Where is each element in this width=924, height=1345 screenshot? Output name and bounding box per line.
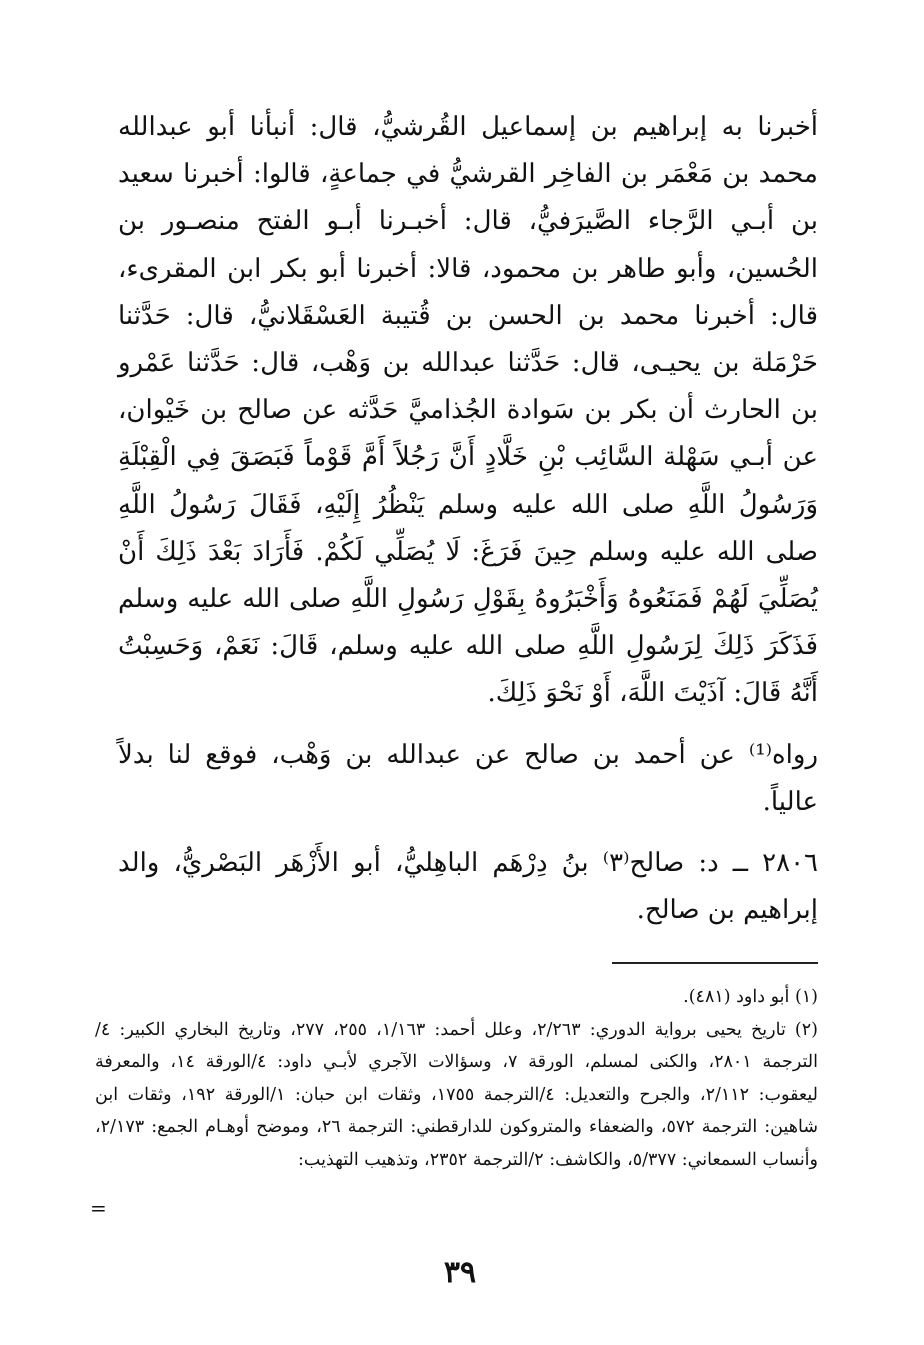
narration-note-paragraph: رواه⁽¹⁾ عن أحمد بن صالح عن عبدالله بن وَهْب، فوقع لنا بدلاً عالياً.	[118, 739, 818, 817]
footnote-2: (٢) تاريخ يحيى برواية الدوري: ٢/٢٦٣، وعلل أحمد: ١/١٦٣، ٢٥٥، ٢٧٧، وتاريخ البخاري الكبير: ٤/الترجمة ٢٨٠١، والكنى لمسلم، الورقة ٧، وسؤالات الآجري لأبـي داود: ٤/الورقة ١٤، والمعرفة ليعقوب: ٢/١١٢، والجرح والتعديل: ٤/الترجمة ١٧٥٥، وثقات ابن حبان: ١/الورقة ١٩٢، وثقات ابن شاهين: الترجمة ٥٧٢، والضعفاء والمتروكون للدارقطني: الترجمة ٢٦، وموضح أوهـام الجمع: ٢/١٧٣، وأنساب السمعاني: ٥/٣٧٧، والكاشف: ٢/الترجمة ٢٣٥٢، وتذهيب التهذيب:	[95, 1019, 819, 1170]
hadith-paragraph: أخبرنا به إبراهيم بن إسماعيل القُرشيُّ، قال: أنبأنا أبو عبدالله محمد بن مَعْمَر بن الفاخِر القرشيُّ في جماعةٍ، قالوا: أخبرنا سعيد بن أبـي الرَّجاء الصَّيرَفيُّ، قال: أخبـرنا أبـو الفتح منصـور بن الحُسين، وأبو طاهر بن محمود، قالا: أخبرنا أبو بكر ابن المقرىء، قال: أخبرنا محمد بن الحسن بن قُتيبة العَسْقَلانيُّ، قال: حَدَّثنا حَرْمَلة بن يحيـى، قال: حَدَّثنا عبدالله بن وَهْب، قال: حَدَّثنا عَمْرو بن الحارث أن بكر بن سَوادة الجُذاميَّ حَدَّثه عن صالح بن خَيْوان، عن أبـي سَهْلة السَّائِب بْنِ خَلَّادٍ أَنَّ رَجُلاً أَمَّ قَوْماً فَبَصَقَ فِي الْقِبْلَةِ وَرَسُولُ اللَّهِ صلى الله عليه وسلم يَنْظُرُ إِلَيْهِ، فَقَالَ رَسُولُ اللَّهِ صلى الله عليه وسلم حِينَ فَرَغَ: لَا يُصَلِّي لَكُمْ. فَأَرَادَ بَعْدَ ذَلِكَ أَنْ يُصَلِّيَ لَهُمْ فَمَنَعُوهُ وَأَخْبَرُوهُ بِقَوْلِ رَسُولِ اللَّهِ صلى الله عليه وسلم فَذَكَرَ ذَلِكَ لِرَسُولِ اللَّهِ صلى الله عليه وسلم، قَالَ: نَعَمْ، وَحَسِبْتُ أَنَّهُ قَالَ: آذَيْتَ اللَّهَ، أَوْ نَحْوَ ذَلِكَ.	[118, 112, 818, 709]
footnote-separator	[612, 962, 818, 964]
continuation-mark: =	[90, 1196, 107, 1220]
footnote-1: (١) أبو داود (٤٨١).	[683, 987, 818, 1007]
footnotes	[95, 981, 818, 1177]
biography-entry-paragraph: ٢٨٠٦ ــ د: صالح⁽٣⁾ بنُ دِرْهَم الباهِليُّ، أبو الأَزْهَر البَصْريُّ، والد إبراهيم بن صالح.	[118, 848, 818, 926]
page-number: ٣٩	[443, 1255, 477, 1290]
main-text	[118, 104, 818, 934]
